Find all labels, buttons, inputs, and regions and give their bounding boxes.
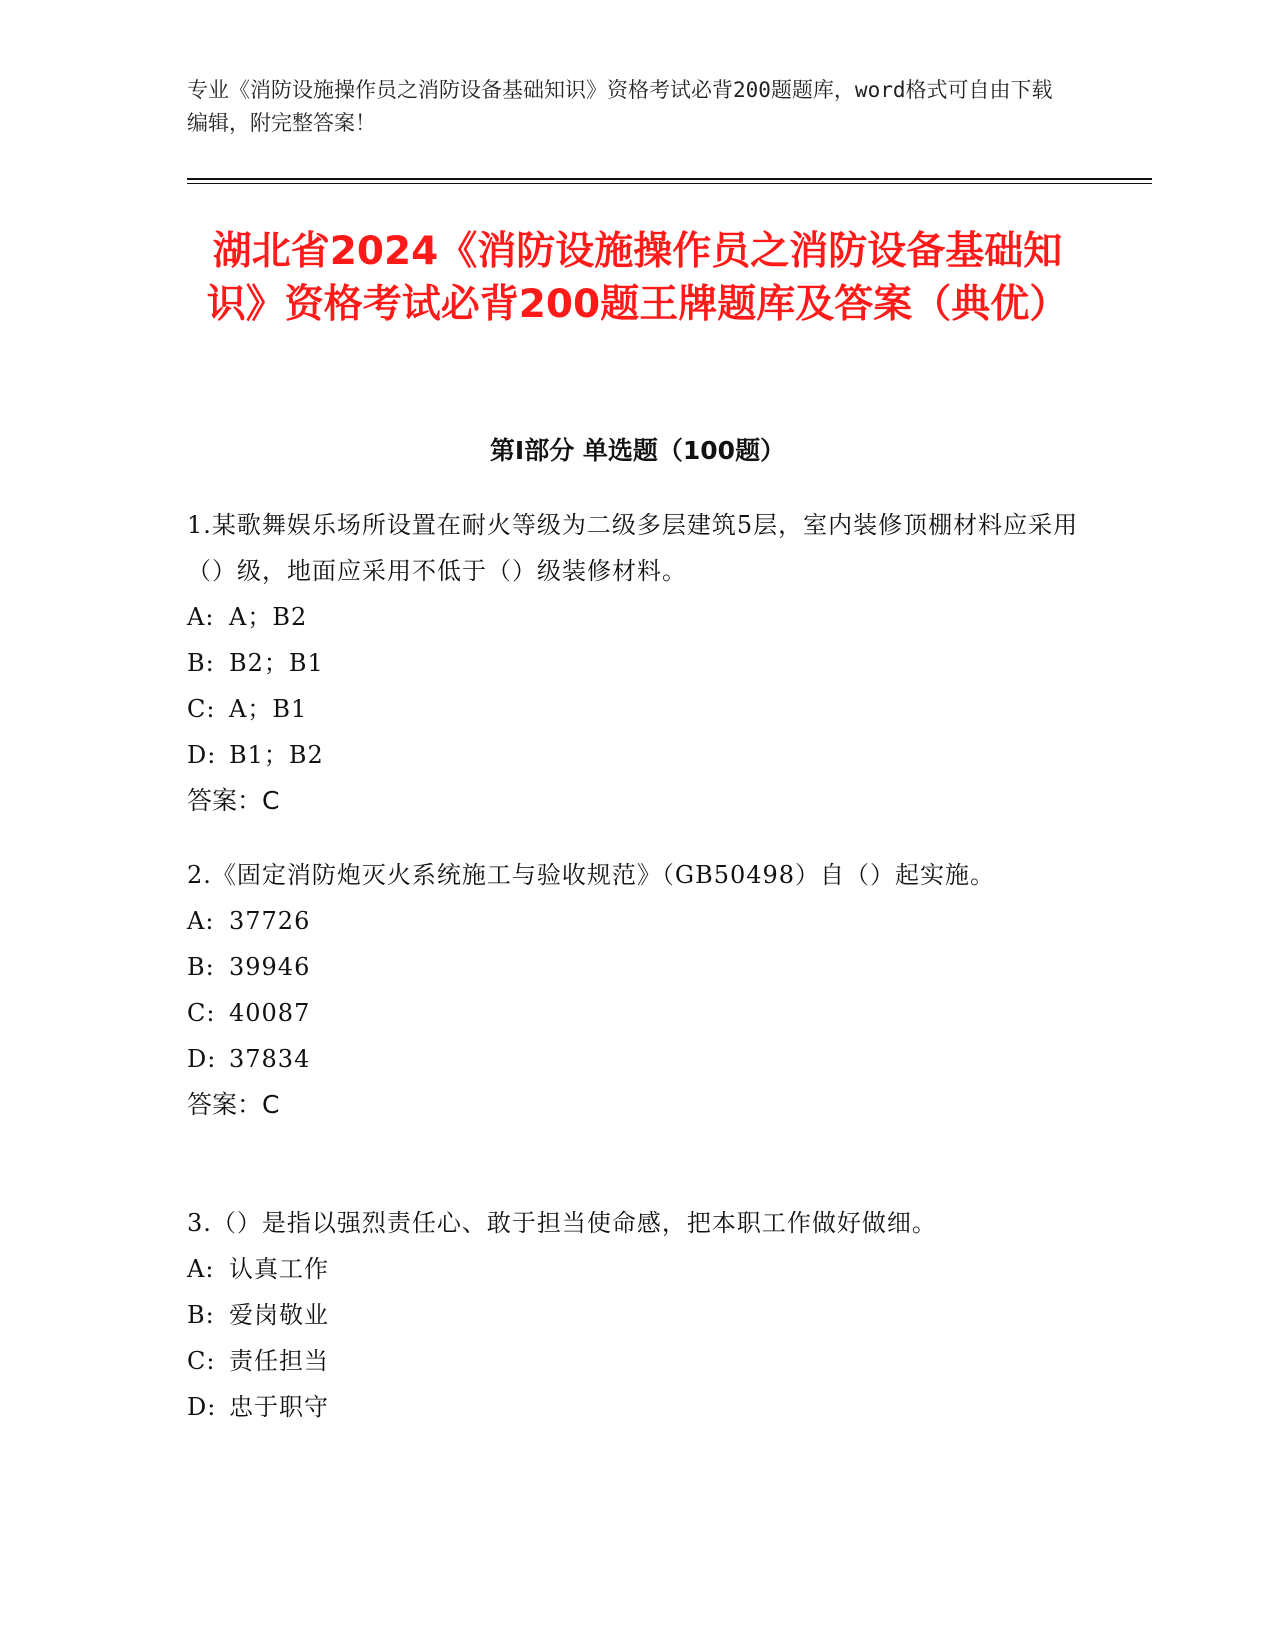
option-key: A: <box>187 1255 215 1283</box>
option-key: A: <box>187 603 215 631</box>
answer-line: 答案：C <box>187 786 280 815</box>
option-text: 37726 <box>229 907 311 935</box>
option-text: 责任担当 <box>229 1347 329 1375</box>
question-3 <box>187 1200 1082 1430</box>
header-divider-thin <box>187 183 1152 184</box>
option-key: B: <box>187 1301 215 1329</box>
option-text: 39946 <box>229 953 311 981</box>
option-text: 认真工作 <box>229 1255 329 1283</box>
answer-line: 答案：C <box>187 1090 280 1119</box>
option-key: A: <box>187 907 215 935</box>
option-a <box>187 1246 1082 1292</box>
option-text: 37834 <box>229 1045 311 1073</box>
option-key: D: <box>187 1045 217 1073</box>
document-title: 湖北省2024《消防设施操作员之消防设备基础知识》资格考试必背200题王牌题库及答案（典优） <box>206 229 1069 327</box>
option-text: 40087 <box>229 999 311 1027</box>
option-d <box>187 1036 1082 1082</box>
option-key: C: <box>187 1347 216 1375</box>
option-c <box>187 686 1082 732</box>
option-b <box>187 944 1082 990</box>
header-note: 专业《消防设施操作员之消防设备基础知识》资格考试必背200题题库，word格式可自由下载编辑，附完整答案！ <box>187 78 1053 135</box>
option-key: D: <box>187 741 217 769</box>
header-divider-thick <box>187 178 1152 180</box>
question-stem: 3.（）是指以强烈责任心、敢于担当使命感，把本职工作做好做细。 <box>187 1209 937 1237</box>
option-text: 爱岗敬业 <box>229 1301 329 1329</box>
option-b <box>187 640 1082 686</box>
option-key: B: <box>187 649 215 677</box>
option-text: B2；B1 <box>229 649 324 677</box>
option-text: 忠于职守 <box>229 1393 329 1421</box>
option-d <box>187 1384 1082 1430</box>
question-1 <box>187 502 1082 824</box>
option-a <box>187 898 1082 944</box>
option-c <box>187 990 1082 1036</box>
option-text: B1；B2 <box>229 741 324 769</box>
question-stem: 1.某歌舞娱乐场所设置在耐火等级为二级多层建筑5层，室内装修顶棚材料应采用（）级，地面应采用不低于（）级装修材料。 <box>187 511 1079 585</box>
option-text: A；B2 <box>229 603 308 631</box>
question-stem: 2.《固定消防炮灭火系统施工与验收规范》（GB50498）自（）起实施。 <box>187 861 996 889</box>
option-b <box>187 1292 1082 1338</box>
option-key: D: <box>187 1393 217 1421</box>
option-key: C: <box>187 695 216 723</box>
option-text: A；B1 <box>229 695 308 723</box>
option-a <box>187 594 1082 640</box>
section-heading: 第Ⅰ部分 单选题（100题） <box>489 436 786 465</box>
option-c <box>187 1338 1082 1384</box>
option-key: C: <box>187 999 216 1027</box>
question-2 <box>187 852 1082 1128</box>
option-key: B: <box>187 953 215 981</box>
option-d <box>187 732 1082 778</box>
